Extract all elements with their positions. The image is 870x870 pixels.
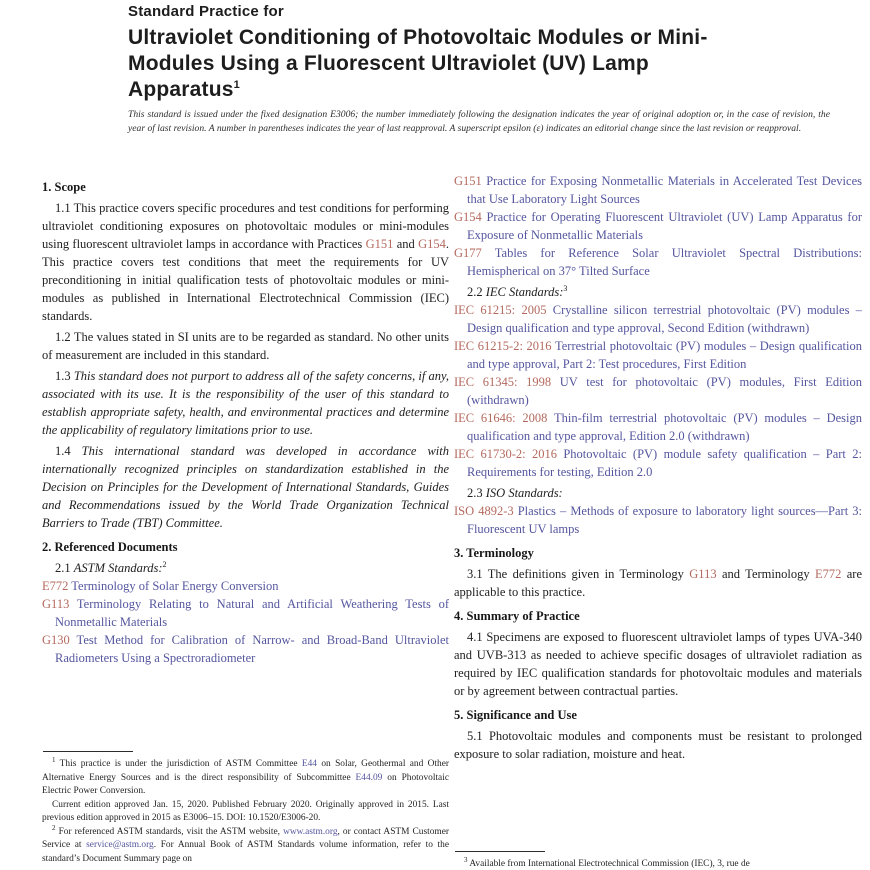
body-paragraph — [42, 442, 449, 532]
section-heading: 2. Referenced Documents — [42, 540, 178, 554]
text-span: and — [393, 237, 419, 251]
text-span: 3.1 The definitions given in Terminology — [467, 567, 690, 581]
text-span: This practice is under the jurisdiction of ASTM Committee — [55, 759, 302, 769]
text-span: IEC Standards: — [485, 285, 564, 299]
text-span: ASTM Standards: — [73, 561, 163, 575]
standard-title-link[interactable]: service@astm.org — [86, 840, 154, 850]
standard-designation-link[interactable]: IEC 61215-2: 2016 — [454, 339, 552, 353]
standard-designation-link[interactable]: IEC 61215: 2005 — [454, 303, 547, 317]
body-paragraph — [42, 367, 449, 439]
standard-designation-link[interactable]: G154 — [418, 237, 446, 251]
document-header — [128, 2, 840, 103]
text-span: 1.1 This practice covers specific procedures and test conditions for performing ultraviolet conditioning exposures on photovoltaic modules or mini-modules using fluorescent ultraviolet lamps in accordance with Practices — [42, 201, 449, 251]
text-span: 1.3 — [55, 369, 74, 383]
text-span: are applicable to this practice. — [454, 567, 863, 599]
reference-entry — [454, 301, 862, 337]
reference-entry — [42, 631, 449, 667]
left-column — [42, 172, 449, 667]
standard-designation-link[interactable]: IEC 61730-2: 2016 — [454, 447, 557, 461]
footnote-mark: 2 — [162, 559, 167, 569]
doc-type-label: Standard Practice for — [128, 3, 284, 20]
footnote — [42, 799, 449, 826]
reference-entry — [454, 337, 862, 373]
standard-designation-link[interactable]: G113 — [42, 597, 70, 611]
text-span: . This practice covers test conditions that meet the requirements for UV preconditioning in initial qualification tests of photovoltaic modules or mini-modules as published in International Electrotechnical Commission (IEC) standards. — [42, 237, 449, 323]
standard-title-link[interactable]: Practice for Operating Fluorescent Ultraviolet (UV) Lamp Apparatus for Exposure of Nonmetallic Materials — [467, 210, 862, 242]
text-span: 4.1 Specimens are exposed to fluorescent ultraviolet lamps of types UVA-340 and UVB-313 as needed to achieve specific dosages of ultraviolet radiation as required by IEC qualification standards for photovoltaic modules and materials or by agreement between contractual parties. — [454, 630, 862, 698]
standard-designation-link[interactable]: G151 — [365, 237, 394, 251]
title-footnote-mark[interactable]: 1 — [233, 79, 240, 91]
standard-title-link[interactable]: Crystalline silicon terrestrial photovoltaic (PV) modules – Design qualification and type approval, Second Edition (withdrawn) — [467, 303, 862, 335]
doc-title — [128, 25, 840, 103]
standard-designation-link[interactable]: IEC 61646: 2008 — [454, 411, 548, 425]
footnotes-right — [454, 851, 862, 870]
text-span: 1.4 — [55, 444, 82, 458]
text-span: 2.1 — [55, 561, 74, 575]
standard-designation-link[interactable]: E772 — [814, 567, 842, 581]
reference-entry — [454, 244, 862, 280]
text-span: ISO Standards: — [485, 486, 563, 500]
standard-title-link[interactable]: Terminology of Solar Energy Conversion — [68, 579, 279, 593]
standard-title-link[interactable]: Photovoltaic (PV) module safety qualification – Part 2: Requirements for testing, Edition 2.0 — [467, 447, 862, 479]
issuance-note: This standard is issued under the fixed designation E3006; the number immediately following the designation indicates the year of original adoption or, in the case of revision, the year of last revision. A number in parentheses indicates the year of last reapproval. A superscript epsilon (ε) indicates an editorial change since the last revision or reapproval. — [128, 109, 830, 134]
standard-title-link[interactable]: UV test for photovoltaic (PV) modules, First Edition (withdrawn) — [467, 375, 862, 407]
text-span: 1.2 The values stated in SI units are to be regarded as standard. No other units of measurement are included in this standard. — [42, 330, 449, 362]
standard-title-link[interactable]: Plastics – Methods of exposure to laboratory light sources—Part 3: Fluorescent UV lamps — [467, 504, 862, 536]
footnote-mark: 2 — [52, 823, 56, 832]
doc-title-line3: Apparatus — [128, 78, 234, 101]
doc-title-line1: Ultraviolet Conditioning of Photovoltaic Modules or Mini- — [128, 26, 708, 49]
standard-designation-link[interactable]: IEC 61345: 1998 — [454, 375, 552, 389]
doc-title-line2: Modules Using a Fluorescent Ultraviolet (UV) Lamp — [128, 52, 649, 75]
reference-entry — [454, 172, 862, 208]
text-span: This standard does not purport to address all of the safety concerns, if any, associated with its use. It is the responsibility of the user of this standard to establish appropriate safety, health, and environmental practices and determine the applicability of regulatory limitations prior to use. — [42, 369, 449, 437]
body-paragraph — [42, 328, 449, 364]
reference-entry — [42, 595, 449, 631]
footnote — [454, 855, 862, 870]
footnotes-left — [42, 751, 449, 866]
text-span: on Solar, Geothermal and Other Alternative Energy Sources and is the direct responsibility of Subcommittee — [42, 759, 450, 783]
body-paragraph — [454, 283, 862, 301]
text-span: 5.1 Photovoltaic modules and components must be resistant to prolonged exposure to solar radiation, moisture and heat. — [454, 729, 862, 761]
text-span: This international standard was developed in accordance with internationally recognized principles on standardization established in the Decision on Principles for the Development of International Standards, Guides and Recommendations issued by the World Trade Organization Technical Barriers to Trade (TBT) Committee. — [42, 444, 449, 530]
footnote-separator — [455, 851, 545, 852]
standard-designation-link[interactable]: G177 — [454, 246, 482, 260]
text-span: Available from International Electrotechnical Commission (IEC), 3, rue de — [467, 859, 750, 869]
body-paragraph — [454, 628, 862, 700]
standard-designation-link[interactable]: G151 — [454, 174, 482, 188]
standard-title-link[interactable]: E44.09 — [355, 772, 383, 783]
footnote-separator — [43, 751, 133, 752]
footnote — [42, 755, 450, 799]
text-span: 2.2 — [467, 285, 486, 299]
text-span: on Photovoltaic Electric Power Conversion. — [42, 772, 449, 796]
body-paragraph — [42, 559, 449, 577]
reference-entry — [454, 445, 862, 481]
reference-entry — [454, 208, 862, 244]
standard-title-link[interactable]: Terrestrial photovoltaic (PV) modules – Design qualification and type approval, Part 2: Test procedures, First Edition — [467, 339, 862, 371]
standard-title-link[interactable]: Thin-film terrestrial photovoltaic (PV) modules – Design qualification and type approval, Edition 2.0 (withdrawn) — [467, 411, 863, 443]
standard-designation-link[interactable]: E772 — [42, 579, 69, 593]
standard-designation-link[interactable]: G113 — [689, 567, 717, 581]
section-heading: 3. Terminology — [454, 546, 534, 560]
section-heading: 1. Scope — [42, 180, 86, 194]
body-paragraph — [42, 199, 449, 325]
footnote-mark: 3 — [464, 855, 468, 864]
body-paragraph — [454, 727, 862, 763]
text-span: Current edition approved Jan. 15, 2020. Published February 2020. Originally approved in 2015. Last previous edition approved in 2015 as E3006–15. DOI: 10.1520/E3006-20. — [42, 799, 449, 823]
standard-title-link[interactable]: Practice for Exposing Nonmetallic Materials in Accelerated Test Devices that Use Laboratory Light Sources — [467, 174, 862, 206]
reference-entry — [454, 373, 862, 409]
standard-title-link[interactable]: Test Method for Calibration of Narrow- and Broad-Band Ultraviolet Radiometers Using a Spectroradiometer — [55, 633, 449, 665]
standard-designation-link[interactable]: G130 — [42, 633, 70, 647]
reference-entry — [454, 502, 862, 538]
text-span: For referenced ASTM standards, visit the ASTM website, — [55, 826, 284, 837]
footnote — [42, 823, 449, 867]
text-span: and Terminology — [716, 567, 815, 581]
footnote-mark: 3 — [563, 283, 568, 293]
right-column — [454, 172, 862, 763]
standard-title-link[interactable]: E44 — [301, 759, 317, 769]
standard-title-link[interactable]: Tables for Reference Solar Ultraviolet Spectral Distributions: Hemispherical on 37° Tilted Surface — [467, 246, 862, 278]
reference-entry — [42, 577, 449, 595]
standard-title-link[interactable]: www.astm.org — [283, 826, 338, 837]
section-heading: 5. Significance and Use — [454, 708, 577, 722]
body-paragraph — [454, 484, 862, 502]
footnote-mark: 1 — [52, 755, 56, 764]
body-paragraph — [454, 565, 862, 601]
reference-entry — [454, 409, 862, 445]
standard-designation-link[interactable]: ISO 4892-3 — [454, 504, 514, 518]
standard-designation-link[interactable]: G154 — [454, 210, 482, 224]
text-span: 2.3 — [467, 486, 486, 500]
section-heading: 4. Summary of Practice — [454, 609, 580, 623]
standard-title-link[interactable]: Terminology Relating to Natural and Artificial Weathering Tests of Nonmetallic Materials — [55, 597, 449, 629]
text-span: . For Annual Book of ASTM Standards volume information, refer to the standard’s Document Summary page on — [42, 840, 449, 864]
text-span: , or contact ASTM Customer Service at — [42, 826, 449, 850]
